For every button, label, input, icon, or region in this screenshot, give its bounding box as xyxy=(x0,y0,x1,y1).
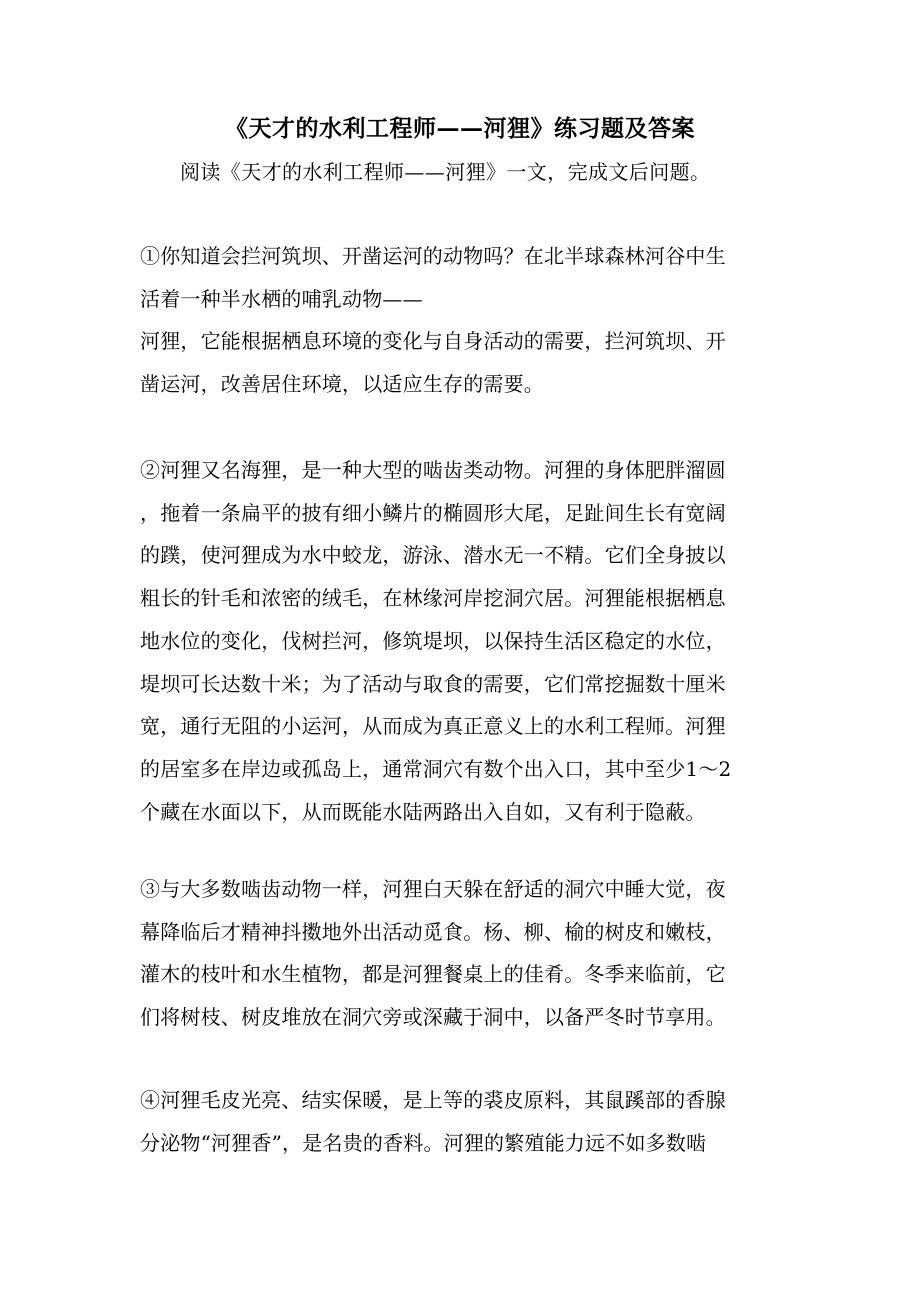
paragraph-line: ，拖着一条扁平的披有细小鳞片的椭圆形大尾，足趾间生长有宽阔 xyxy=(140,500,726,525)
paragraph-line: 个藏在水面以下，从而既能水陆两路出入自如，又有利于隐蔽。 xyxy=(140,799,706,824)
paragraph-1 xyxy=(140,235,780,406)
paragraph-line: 凿运河，改善居住环境，以适应生存的需要。 xyxy=(140,372,544,397)
paragraph-line: 们将树枝、树皮堆放在洞穴旁或深藏于洞中，以备严冬时节享用。 xyxy=(140,1005,726,1030)
paragraph-line: 地水位的变化，伐树拦河，修筑堤坝，以保持生活区稳定的水位， xyxy=(140,628,726,653)
paragraph-line: 粗长的针毛和浓密的绒毛，在林缘河岸挖洞穴居。河狸能根据栖息 xyxy=(140,586,726,611)
paragraph-line: ①你知道会拦河筑坝、开凿运河的动物吗？在北半球森林河谷中生 xyxy=(140,244,726,268)
paragraph-line: 活着一种半水栖的哺乳动物—— xyxy=(140,286,423,311)
paragraph-line: 灌木的枝叶和水生植物，都是河狸餐桌上的佳肴。冬季来临前，它 xyxy=(140,962,726,987)
paragraph-line: ④河狸毛皮光亮、结实保暖，是上等的裘皮原料，其鼠蹊部的香腺 xyxy=(140,1088,726,1112)
paragraph-2 xyxy=(140,449,780,833)
paragraph-line: 的居室多在岸边或孤岛上，通常洞穴有数个出入口，其中至少1～2 xyxy=(140,756,732,781)
paragraph-4 xyxy=(140,1079,780,1164)
paragraph-line: 的蹼，使河狸成为水中蛟龙，游泳、潜水无一不精。它们全身披以 xyxy=(140,543,726,568)
paragraph-line: 宽，通行无阻的小运河，从而成为真正意义上的水利工程师。河狸 xyxy=(140,714,726,739)
paragraph-line: 河狸，它能根据栖息环境的变化与自身活动的需要，拦河筑坝、开 xyxy=(140,329,726,354)
paragraph-line: 堤坝可长达数十米；为了活动与取食的需要，它们常挖掘数十厘米 xyxy=(140,671,726,696)
paragraph-line: 分泌物“河狸香”，是名贵的香料。河狸的繁殖能力远不如多数啮 xyxy=(140,1130,707,1155)
document-title: 《天才的水利工程师——河狸》练习题及答案 xyxy=(225,115,695,142)
paragraph-line: ②河狸又名海狸，是一种大型的啮齿类动物。河狸的身体肥胖溜圆 xyxy=(140,458,726,482)
paragraph-line: ③与大多数啮齿动物一样，河狸白天躲在舒适的洞穴中睡大觉，夜 xyxy=(140,877,726,901)
document-subtitle: 阅读《天才的水利工程师——河狸》一文，完成文后问题。 xyxy=(180,160,711,184)
paragraph-3 xyxy=(140,868,780,1039)
paragraph-line: 幕降临后才精神抖擞地外出活动觅食。杨、柳、榆的树皮和嫩枝， xyxy=(140,919,726,944)
